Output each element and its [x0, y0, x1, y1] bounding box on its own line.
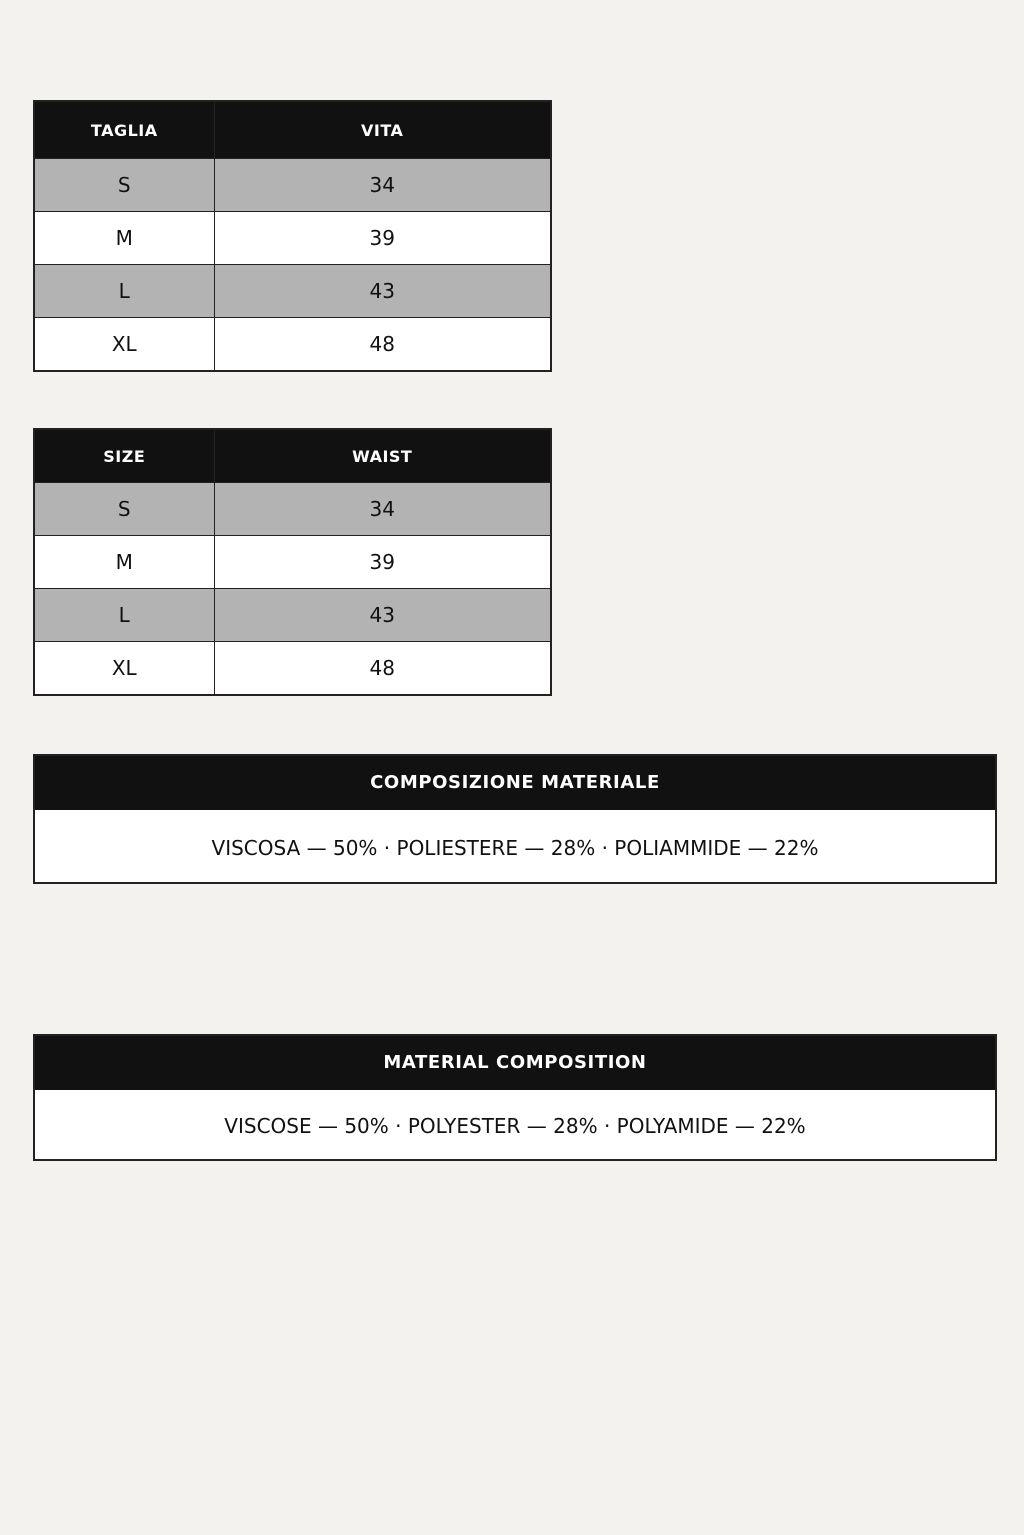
- size-cell: M: [34, 212, 214, 265]
- waist-cell: 39: [214, 536, 551, 589]
- column-header-size: SIZE: [34, 429, 214, 483]
- table-header-row: [34, 429, 551, 483]
- composition-title: COMPOSIZIONE MATERIALE: [35, 756, 995, 810]
- waist-cell: 43: [214, 265, 551, 318]
- table-row: [34, 589, 551, 642]
- column-header-waist: VITA: [214, 101, 551, 159]
- composition-box-english: [33, 1034, 997, 1161]
- size-cell: XL: [34, 642, 214, 696]
- waist-cell: 48: [214, 318, 551, 372]
- table-row: [34, 483, 551, 536]
- composition-text: VISCOSA — 50% · POLIESTERE — 28% · POLIAMMIDE — 22%: [35, 810, 995, 882]
- table-row: [34, 536, 551, 589]
- size-cell: M: [34, 536, 214, 589]
- table-row: [34, 265, 551, 318]
- composition-box-italian: [33, 754, 997, 884]
- table-header-row: [34, 101, 551, 159]
- waist-cell: 43: [214, 589, 551, 642]
- size-cell: S: [34, 159, 214, 212]
- waist-cell: 39: [214, 212, 551, 265]
- waist-cell: 34: [214, 159, 551, 212]
- composition-title: MATERIAL COMPOSITION: [35, 1036, 995, 1090]
- table-row: [34, 159, 551, 212]
- size-cell: L: [34, 589, 214, 642]
- waist-cell: 34: [214, 483, 551, 536]
- column-header-waist: WAIST: [214, 429, 551, 483]
- size-cell: L: [34, 265, 214, 318]
- table-row: [34, 318, 551, 372]
- size-table-english: [33, 428, 552, 696]
- size-cell: XL: [34, 318, 214, 372]
- waist-cell: 48: [214, 642, 551, 696]
- size-table-italian: [33, 100, 552, 372]
- table-row: [34, 642, 551, 696]
- table-row: [34, 212, 551, 265]
- column-header-size: TAGLIA: [34, 101, 214, 159]
- composition-text: VISCOSE — 50% · POLYESTER — 28% · POLYAMIDE — 22%: [35, 1090, 995, 1159]
- size-cell: S: [34, 483, 214, 536]
